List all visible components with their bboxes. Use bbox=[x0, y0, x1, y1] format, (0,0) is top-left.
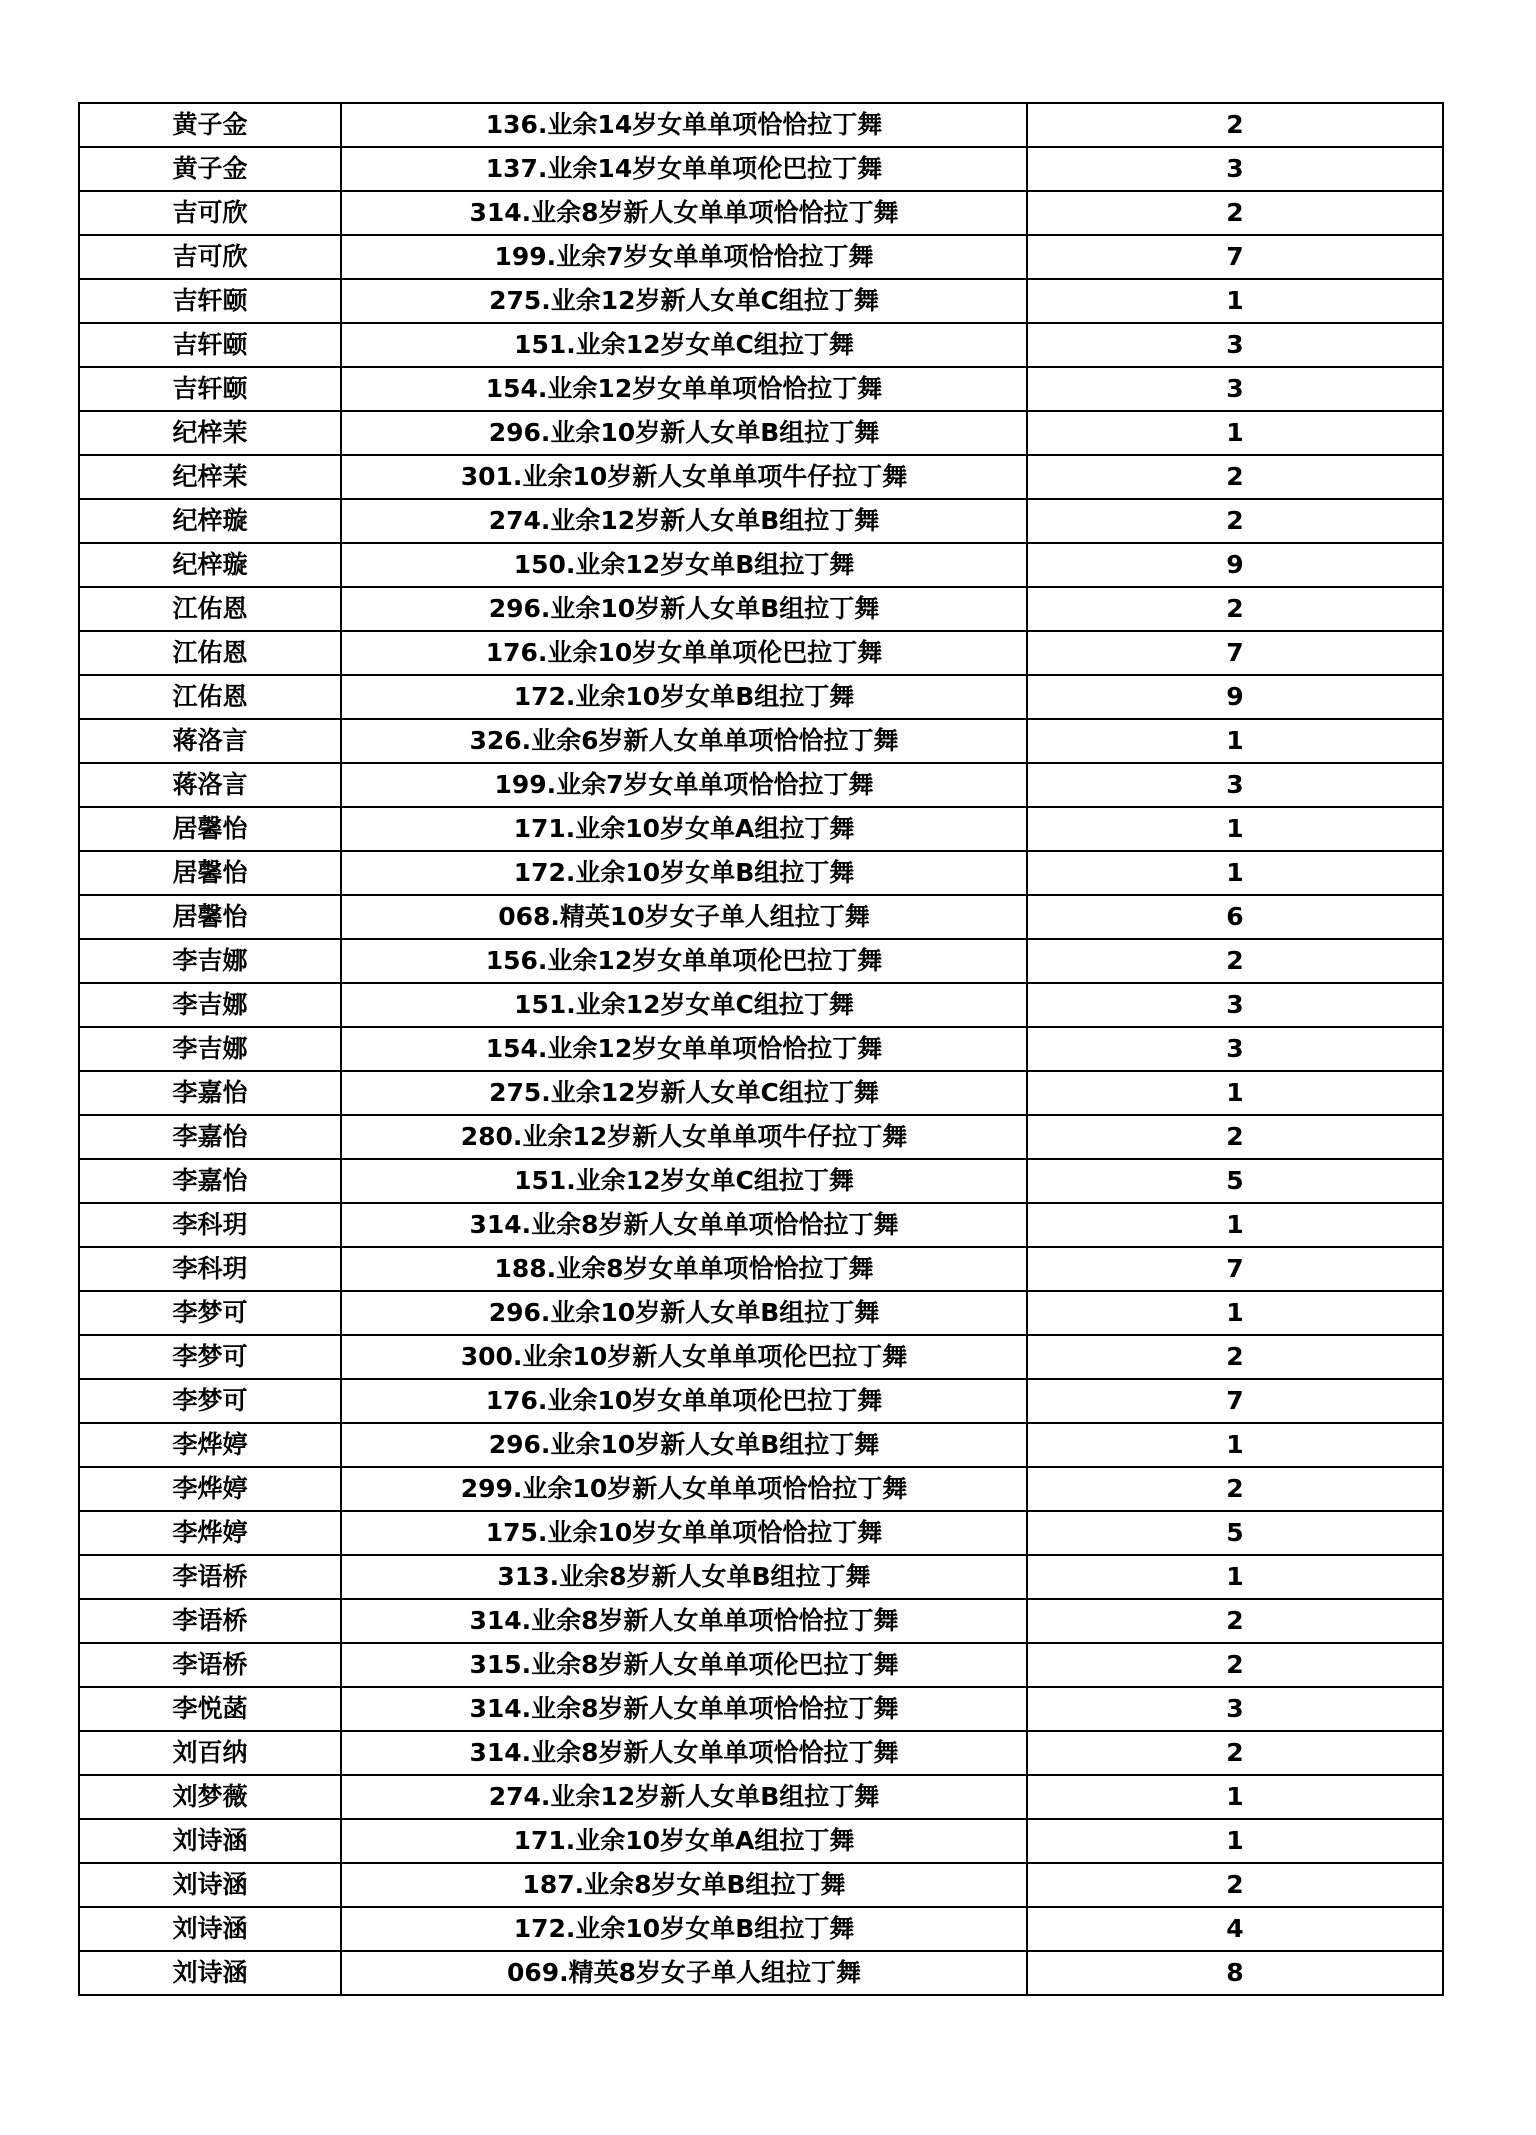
event-name-cell: 154.业余12岁女单单项恰恰拉丁舞 bbox=[341, 367, 1027, 411]
table-row bbox=[79, 103, 1443, 147]
athlete-name-cell: 江佑恩 bbox=[79, 587, 341, 631]
table-row bbox=[79, 1555, 1443, 1599]
table-row bbox=[79, 1775, 1443, 1819]
athlete-name-cell: 吉轩颐 bbox=[79, 323, 341, 367]
event-name-cell: 314.业余8岁新人女单单项恰恰拉丁舞 bbox=[341, 1203, 1027, 1247]
rank-cell: 2 bbox=[1027, 1731, 1443, 1775]
rank-cell: 2 bbox=[1027, 587, 1443, 631]
event-name-cell: 187.业余8岁女单B组拉丁舞 bbox=[341, 1863, 1027, 1907]
event-name-cell: 176.业余10岁女单单项伦巴拉丁舞 bbox=[341, 631, 1027, 675]
table-row bbox=[79, 719, 1443, 763]
athlete-name-cell: 李科玥 bbox=[79, 1247, 341, 1291]
event-name-cell: 151.业余12岁女单C组拉丁舞 bbox=[341, 1159, 1027, 1203]
event-name-cell: 296.业余10岁新人女单B组拉丁舞 bbox=[341, 1291, 1027, 1335]
rank-cell: 3 bbox=[1027, 147, 1443, 191]
event-name-cell: 172.业余10岁女单B组拉丁舞 bbox=[341, 851, 1027, 895]
athlete-name-cell: 居馨怡 bbox=[79, 851, 341, 895]
table-row bbox=[79, 807, 1443, 851]
rank-cell: 2 bbox=[1027, 939, 1443, 983]
rank-cell: 1 bbox=[1027, 1291, 1443, 1335]
event-name-cell: 313.业余8岁新人女单B组拉丁舞 bbox=[341, 1555, 1027, 1599]
rank-cell: 5 bbox=[1027, 1511, 1443, 1555]
event-name-cell: 199.业余7岁女单单项恰恰拉丁舞 bbox=[341, 235, 1027, 279]
event-name-cell: 172.业余10岁女单B组拉丁舞 bbox=[341, 1907, 1027, 1951]
rank-cell: 2 bbox=[1027, 1643, 1443, 1687]
event-name-cell: 136.业余14岁女单单项恰恰拉丁舞 bbox=[341, 103, 1027, 147]
rank-cell: 1 bbox=[1027, 1203, 1443, 1247]
athlete-name-cell: 纪梓茉 bbox=[79, 455, 341, 499]
athlete-name-cell: 刘诗涵 bbox=[79, 1907, 341, 1951]
table-row bbox=[79, 1687, 1443, 1731]
athlete-name-cell: 吉轩颐 bbox=[79, 279, 341, 323]
table-row bbox=[79, 279, 1443, 323]
athlete-name-cell: 居馨怡 bbox=[79, 807, 341, 851]
athlete-name-cell: 李梦可 bbox=[79, 1291, 341, 1335]
table-row bbox=[79, 1819, 1443, 1863]
event-name-cell: 315.业余8岁新人女单单项伦巴拉丁舞 bbox=[341, 1643, 1027, 1687]
athlete-name-cell: 江佑恩 bbox=[79, 675, 341, 719]
rank-cell: 2 bbox=[1027, 1599, 1443, 1643]
athlete-name-cell: 李梦可 bbox=[79, 1379, 341, 1423]
table-row bbox=[79, 763, 1443, 807]
event-name-cell: 326.业余6岁新人女单单项恰恰拉丁舞 bbox=[341, 719, 1027, 763]
event-name-cell: 151.业余12岁女单C组拉丁舞 bbox=[341, 323, 1027, 367]
event-name-cell: 301.业余10岁新人女单单项牛仔拉丁舞 bbox=[341, 455, 1027, 499]
event-name-cell: 068.精英10岁女子单人组拉丁舞 bbox=[341, 895, 1027, 939]
table-row bbox=[79, 895, 1443, 939]
event-name-cell: 150.业余12岁女单B组拉丁舞 bbox=[341, 543, 1027, 587]
event-name-cell: 171.业余10岁女单A组拉丁舞 bbox=[341, 1819, 1027, 1863]
athlete-name-cell: 纪梓璇 bbox=[79, 499, 341, 543]
table-row bbox=[79, 587, 1443, 631]
rank-cell: 2 bbox=[1027, 1335, 1443, 1379]
athlete-name-cell: 居馨怡 bbox=[79, 895, 341, 939]
athlete-name-cell: 李梦可 bbox=[79, 1335, 341, 1379]
event-name-cell: 069.精英8岁女子单人组拉丁舞 bbox=[341, 1951, 1027, 1995]
rank-cell: 6 bbox=[1027, 895, 1443, 939]
event-name-cell: 156.业余12岁女单单项伦巴拉丁舞 bbox=[341, 939, 1027, 983]
table-row bbox=[79, 1863, 1443, 1907]
rank-cell: 3 bbox=[1027, 983, 1443, 1027]
results-table-body bbox=[79, 103, 1443, 1995]
rank-cell: 1 bbox=[1027, 411, 1443, 455]
event-name-cell: 137.业余14岁女单单项伦巴拉丁舞 bbox=[341, 147, 1027, 191]
rank-cell: 1 bbox=[1027, 279, 1443, 323]
table-row bbox=[79, 323, 1443, 367]
rank-cell: 1 bbox=[1027, 1775, 1443, 1819]
table-row bbox=[79, 1247, 1443, 1291]
rank-cell: 3 bbox=[1027, 323, 1443, 367]
table-row bbox=[79, 1335, 1443, 1379]
results-table bbox=[78, 102, 1444, 1996]
rank-cell: 1 bbox=[1027, 719, 1443, 763]
athlete-name-cell: 黄子金 bbox=[79, 103, 341, 147]
athlete-name-cell: 刘诗涵 bbox=[79, 1863, 341, 1907]
event-name-cell: 151.业余12岁女单C组拉丁舞 bbox=[341, 983, 1027, 1027]
rank-cell: 7 bbox=[1027, 1247, 1443, 1291]
table-row bbox=[79, 1599, 1443, 1643]
event-name-cell: 274.业余12岁新人女单B组拉丁舞 bbox=[341, 499, 1027, 543]
athlete-name-cell: 纪梓茉 bbox=[79, 411, 341, 455]
event-name-cell: 275.业余12岁新人女单C组拉丁舞 bbox=[341, 1071, 1027, 1115]
rank-cell: 2 bbox=[1027, 1863, 1443, 1907]
rank-cell: 9 bbox=[1027, 675, 1443, 719]
table-row bbox=[79, 411, 1443, 455]
rank-cell: 2 bbox=[1027, 1115, 1443, 1159]
athlete-name-cell: 吉轩颐 bbox=[79, 367, 341, 411]
event-name-cell: 175.业余10岁女单单项恰恰拉丁舞 bbox=[341, 1511, 1027, 1555]
athlete-name-cell: 李科玥 bbox=[79, 1203, 341, 1247]
table-row bbox=[79, 1423, 1443, 1467]
athlete-name-cell: 刘梦薇 bbox=[79, 1775, 341, 1819]
rank-cell: 9 bbox=[1027, 543, 1443, 587]
rank-cell: 2 bbox=[1027, 455, 1443, 499]
event-name-cell: 199.业余7岁女单单项恰恰拉丁舞 bbox=[341, 763, 1027, 807]
athlete-name-cell: 李嘉怡 bbox=[79, 1159, 341, 1203]
table-row bbox=[79, 499, 1443, 543]
event-name-cell: 280.业余12岁新人女单单项牛仔拉丁舞 bbox=[341, 1115, 1027, 1159]
athlete-name-cell: 李嘉怡 bbox=[79, 1115, 341, 1159]
event-name-cell: 314.业余8岁新人女单单项恰恰拉丁舞 bbox=[341, 1687, 1027, 1731]
table-row bbox=[79, 367, 1443, 411]
athlete-name-cell: 李悦菡 bbox=[79, 1687, 341, 1731]
athlete-name-cell: 蒋洛言 bbox=[79, 763, 341, 807]
athlete-name-cell: 李吉娜 bbox=[79, 983, 341, 1027]
table-row bbox=[79, 1071, 1443, 1115]
results-sheet bbox=[78, 102, 1442, 1996]
table-row bbox=[79, 1115, 1443, 1159]
table-row bbox=[79, 147, 1443, 191]
rank-cell: 1 bbox=[1027, 1071, 1443, 1115]
event-name-cell: 296.业余10岁新人女单B组拉丁舞 bbox=[341, 587, 1027, 631]
rank-cell: 1 bbox=[1027, 1555, 1443, 1599]
athlete-name-cell: 李语桥 bbox=[79, 1599, 341, 1643]
rank-cell: 2 bbox=[1027, 191, 1443, 235]
athlete-name-cell: 蒋洛言 bbox=[79, 719, 341, 763]
event-name-cell: 314.业余8岁新人女单单项恰恰拉丁舞 bbox=[341, 1731, 1027, 1775]
table-row bbox=[79, 455, 1443, 499]
rank-cell: 8 bbox=[1027, 1951, 1443, 1995]
athlete-name-cell: 李嘉怡 bbox=[79, 1071, 341, 1115]
rank-cell: 2 bbox=[1027, 1467, 1443, 1511]
athlete-name-cell: 刘百纳 bbox=[79, 1731, 341, 1775]
athlete-name-cell: 李烨婷 bbox=[79, 1423, 341, 1467]
rank-cell: 4 bbox=[1027, 1907, 1443, 1951]
event-name-cell: 296.业余10岁新人女单B组拉丁舞 bbox=[341, 411, 1027, 455]
rank-cell: 5 bbox=[1027, 1159, 1443, 1203]
event-name-cell: 171.业余10岁女单A组拉丁舞 bbox=[341, 807, 1027, 851]
athlete-name-cell: 黄子金 bbox=[79, 147, 341, 191]
rank-cell: 2 bbox=[1027, 103, 1443, 147]
event-name-cell: 188.业余8岁女单单项恰恰拉丁舞 bbox=[341, 1247, 1027, 1291]
table-row bbox=[79, 235, 1443, 279]
table-row bbox=[79, 939, 1443, 983]
rank-cell: 3 bbox=[1027, 1687, 1443, 1731]
table-row bbox=[79, 631, 1443, 675]
athlete-name-cell: 李语桥 bbox=[79, 1643, 341, 1687]
athlete-name-cell: 李吉娜 bbox=[79, 1027, 341, 1071]
table-row bbox=[79, 1907, 1443, 1951]
event-name-cell: 275.业余12岁新人女单C组拉丁舞 bbox=[341, 279, 1027, 323]
table-row bbox=[79, 1203, 1443, 1247]
table-row bbox=[79, 1643, 1443, 1687]
table-row bbox=[79, 983, 1443, 1027]
athlete-name-cell: 李烨婷 bbox=[79, 1467, 341, 1511]
table-row bbox=[79, 675, 1443, 719]
table-row bbox=[79, 1951, 1443, 1995]
rank-cell: 7 bbox=[1027, 631, 1443, 675]
athlete-name-cell: 刘诗涵 bbox=[79, 1951, 341, 1995]
athlete-name-cell: 吉可欣 bbox=[79, 191, 341, 235]
table-row bbox=[79, 1511, 1443, 1555]
rank-cell: 1 bbox=[1027, 807, 1443, 851]
table-row bbox=[79, 1159, 1443, 1203]
rank-cell: 1 bbox=[1027, 1819, 1443, 1863]
rank-cell: 3 bbox=[1027, 1027, 1443, 1071]
table-row bbox=[79, 543, 1443, 587]
event-name-cell: 314.业余8岁新人女单单项恰恰拉丁舞 bbox=[341, 1599, 1027, 1643]
athlete-name-cell: 李语桥 bbox=[79, 1555, 341, 1599]
event-name-cell: 296.业余10岁新人女单B组拉丁舞 bbox=[341, 1423, 1027, 1467]
event-name-cell: 172.业余10岁女单B组拉丁舞 bbox=[341, 675, 1027, 719]
athlete-name-cell: 纪梓璇 bbox=[79, 543, 341, 587]
athlete-name-cell: 李吉娜 bbox=[79, 939, 341, 983]
table-row bbox=[79, 1379, 1443, 1423]
event-name-cell: 299.业余10岁新人女单单项恰恰拉丁舞 bbox=[341, 1467, 1027, 1511]
rank-cell: 2 bbox=[1027, 499, 1443, 543]
table-row bbox=[79, 1731, 1443, 1775]
event-name-cell: 314.业余8岁新人女单单项恰恰拉丁舞 bbox=[341, 191, 1027, 235]
table-row bbox=[79, 191, 1443, 235]
rank-cell: 7 bbox=[1027, 235, 1443, 279]
event-name-cell: 274.业余12岁新人女单B组拉丁舞 bbox=[341, 1775, 1027, 1819]
table-row bbox=[79, 1291, 1443, 1335]
athlete-name-cell: 江佑恩 bbox=[79, 631, 341, 675]
athlete-name-cell: 李烨婷 bbox=[79, 1511, 341, 1555]
table-row bbox=[79, 851, 1443, 895]
rank-cell: 3 bbox=[1027, 763, 1443, 807]
rank-cell: 1 bbox=[1027, 851, 1443, 895]
event-name-cell: 300.业余10岁新人女单单项伦巴拉丁舞 bbox=[341, 1335, 1027, 1379]
rank-cell: 3 bbox=[1027, 367, 1443, 411]
event-name-cell: 154.业余12岁女单单项恰恰拉丁舞 bbox=[341, 1027, 1027, 1071]
table-row bbox=[79, 1467, 1443, 1511]
athlete-name-cell: 吉可欣 bbox=[79, 235, 341, 279]
event-name-cell: 176.业余10岁女单单项伦巴拉丁舞 bbox=[341, 1379, 1027, 1423]
athlete-name-cell: 刘诗涵 bbox=[79, 1819, 341, 1863]
rank-cell: 1 bbox=[1027, 1423, 1443, 1467]
rank-cell: 7 bbox=[1027, 1379, 1443, 1423]
table-row bbox=[79, 1027, 1443, 1071]
